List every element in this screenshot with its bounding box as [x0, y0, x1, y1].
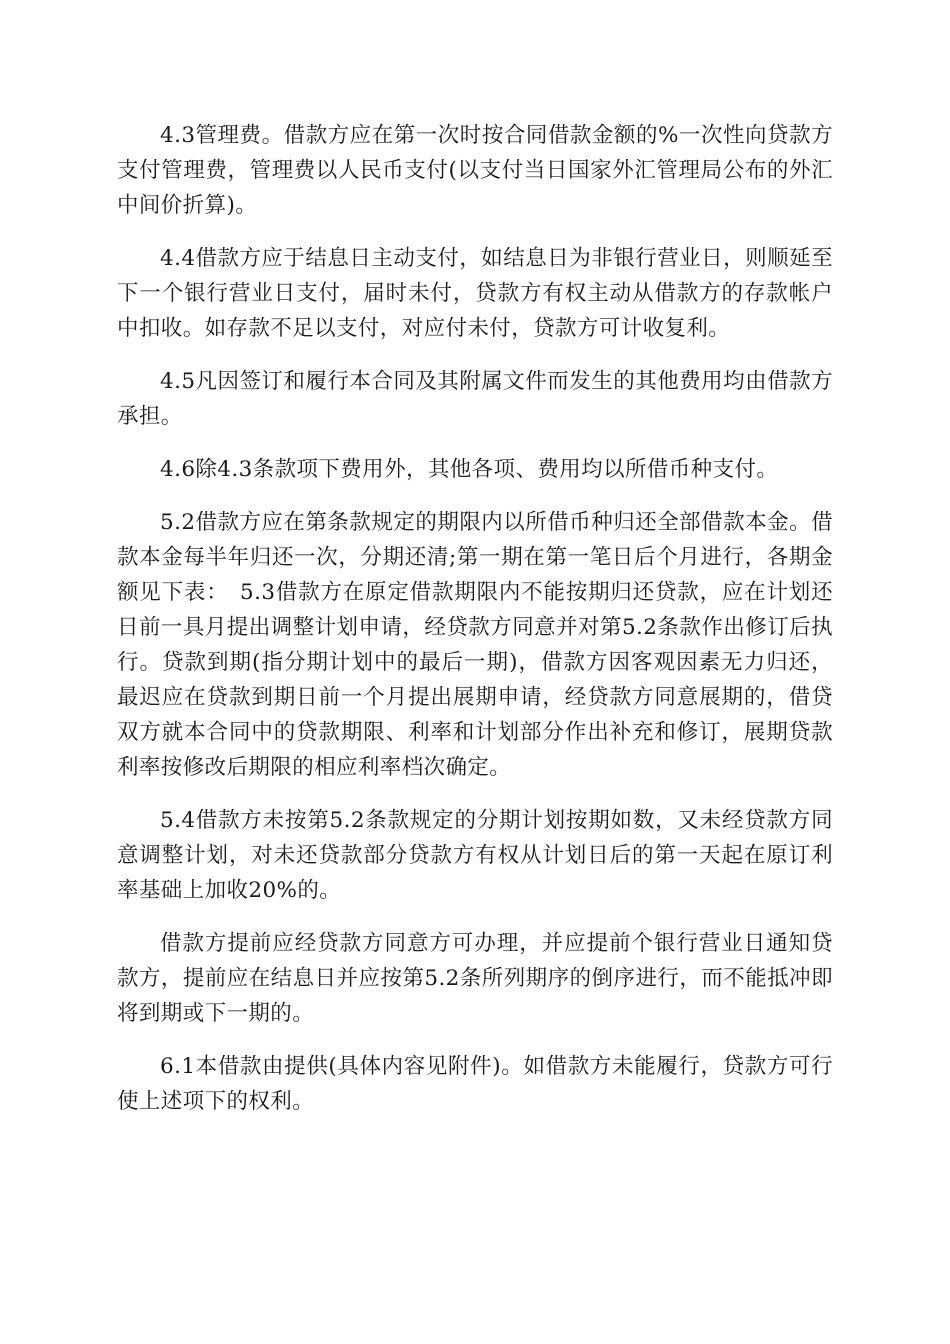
clause-4-3: 4.3管理费。借款方应在第一次时按合同借款金额的%一次性向贷款方支付管理费，管理费以人民币支付(以支付当日国家外汇管理局公布的外汇中间价折算)。	[117, 123, 833, 218]
document-body	[117, 118, 833, 1137]
clause-5-4: 5.4借款方未按第5.2条款规定的分期计划按期如数，又未经贷款方同意调整计划，对未还贷款部分贷款方有权从计划日后的第一天起在原订利率基础上加收20%的。	[117, 808, 833, 903]
clause-4-5: 4.5凡因签订和履行本合同及其附属文件而发生的其他费用均由借款方承担。	[117, 369, 833, 429]
clause-prepayment: 借款方提前应经贷款方同意方可办理，并应提前个银行营业日通知贷款方，提前应在结息日并应按第5.2条所列期序的倒序进行，而不能抵冲即将到期或下一期的。	[117, 931, 833, 1026]
clause-4-6: 4.6除4.3条款项下费用外，其他各项、费用均以所借币种支付。	[160, 457, 779, 482]
clause-4-4: 4.4借款方应于结息日主动支付，如结息日为非银行营业日，则顺延至下一个银行营业日支付，届时未付，贷款方有权主动从借款方的存款帐户中扣收。如存款不足以支付，对应付未付，贷款方可计收复利。	[117, 246, 833, 341]
clause-5-2-5-3: 5.2借款方应在第条款规定的期限内以所借币种归还全部借款本金。借款本金每半年归还一次，分期还清;第一期在第一笔日后个月进行，各期金额见下表： 5.3借款方在原定借款期限内不能按期归还贷款，应在计划还日前一具月提出调整计划申请，经贷款方同意并对第5.2条款作出修订后执行。贷款到期(指分期计划中的最后一期)，借款方因客观因素无力归还，最迟应在贷款到期日前一个月提出展期申请，经贷款方同意展期的，借贷双方就本合同中的贷款期限、利率和计划部分作出补充和修订，展期贷款利率按修改后期限的相应利率档次确定。	[117, 510, 833, 780]
clause-6-1: 6.1本借款由提供(具体内容见附件)。如借款方未能履行，贷款方可行使上述项下的权利。	[117, 1054, 833, 1114]
